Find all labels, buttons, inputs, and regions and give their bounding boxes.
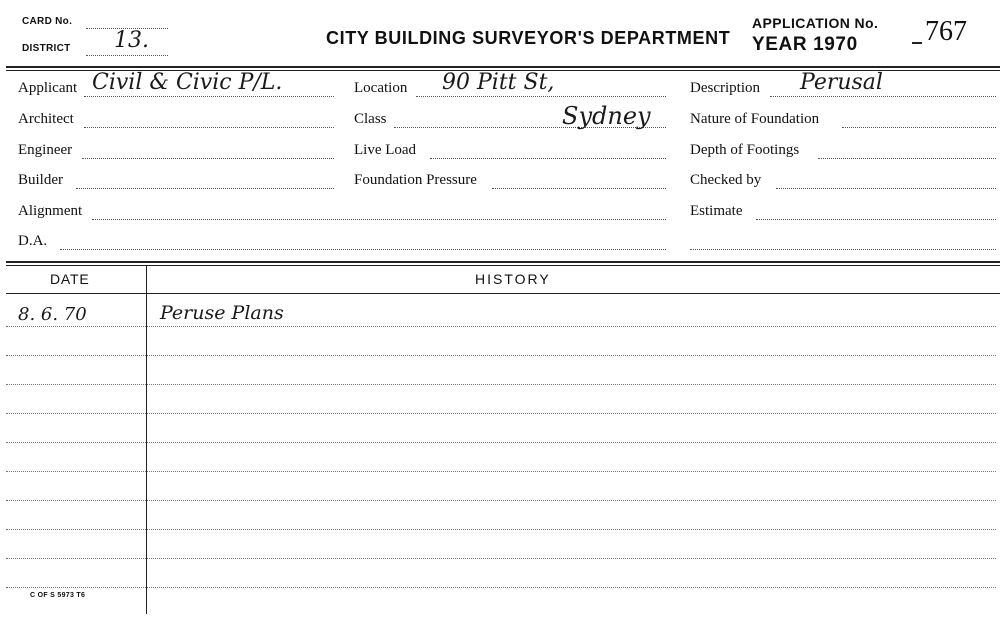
- class-label: Class: [354, 111, 387, 127]
- form-code: C OF S 5973 T6: [30, 592, 86, 599]
- architect-field[interactable]: [84, 127, 334, 128]
- date-column-divider: [146, 266, 147, 614]
- applicant-label: Applicant: [18, 80, 78, 96]
- checked-by-field[interactable]: [776, 188, 996, 189]
- description-field[interactable]: [770, 96, 996, 97]
- date-header: DATE: [50, 271, 90, 287]
- year-label: YEAR 1970: [752, 34, 858, 55]
- dash-mark: [912, 42, 922, 44]
- district-label: DISTRICT: [22, 43, 71, 54]
- live-load-field[interactable]: [430, 158, 666, 159]
- alignment-label: Alignment: [18, 203, 83, 219]
- history-header-rule: [6, 293, 1000, 294]
- history-row-line[interactable]: [6, 326, 996, 327]
- history-row-line[interactable]: [6, 413, 996, 414]
- live-load-label: Live Load: [354, 142, 417, 158]
- history-row-line[interactable]: [6, 558, 996, 559]
- application-number: 767: [925, 16, 967, 47]
- checked-by-label: Checked by: [690, 172, 762, 188]
- district-line[interactable]: [86, 55, 168, 56]
- builder-label: Builder: [18, 172, 63, 188]
- history-row-line[interactable]: [6, 587, 996, 588]
- estimate-extra-field[interactable]: [690, 249, 996, 250]
- builder-field[interactable]: [76, 188, 334, 189]
- history-header: HISTORY: [475, 271, 551, 287]
- architect-label: Architect: [18, 111, 74, 127]
- da-label: D.A.: [18, 233, 48, 249]
- foundation-pressure-field[interactable]: [492, 188, 666, 189]
- application-label: APPLICATION No.: [752, 15, 879, 31]
- da-field[interactable]: [60, 249, 666, 250]
- history-row-line[interactable]: [6, 355, 996, 356]
- page-title: CITY BUILDING SURVEYOR'S DEPARTMENT: [326, 28, 731, 48]
- engineer-field[interactable]: [82, 158, 334, 159]
- nature-foundation-field[interactable]: [842, 127, 996, 128]
- history-top-rule: [6, 261, 1000, 263]
- history-top-rule-inner: [6, 265, 1000, 266]
- estimate-label: Estimate: [690, 203, 743, 219]
- history-row-line[interactable]: [6, 529, 996, 530]
- description-label: Description: [690, 80, 760, 96]
- top-rule: [6, 66, 1000, 68]
- alignment-field[interactable]: [92, 219, 666, 220]
- history-entry-text: Peruse Plans: [160, 302, 284, 324]
- history-row-line[interactable]: [6, 500, 996, 501]
- estimate-field[interactable]: [756, 219, 996, 220]
- applicant-field[interactable]: [84, 96, 334, 97]
- nature-foundation-label: Nature of Foundation: [690, 111, 820, 127]
- location-value: 90 Pitt St,: [442, 70, 555, 95]
- history-row-line[interactable]: [6, 471, 996, 472]
- history-row-line[interactable]: [6, 384, 996, 385]
- card-no-label: CARD No.: [22, 16, 73, 27]
- location-label: Location: [354, 80, 408, 96]
- history-entry-date: 8. 6. 70: [18, 304, 87, 325]
- description-value: Perusal: [800, 70, 883, 95]
- history-row-line[interactable]: [6, 442, 996, 443]
- location-field[interactable]: [416, 96, 666, 97]
- foundation-pressure-label: Foundation Pressure: [354, 172, 477, 188]
- applicant-value: Civil & Civic P/L.: [92, 70, 283, 95]
- class-value: Sydney: [562, 102, 651, 130]
- district-value: 13.: [114, 28, 149, 53]
- depth-footings-label: Depth of Footings: [690, 142, 800, 158]
- depth-footings-field[interactable]: [818, 158, 996, 159]
- engineer-label: Engineer: [18, 142, 73, 158]
